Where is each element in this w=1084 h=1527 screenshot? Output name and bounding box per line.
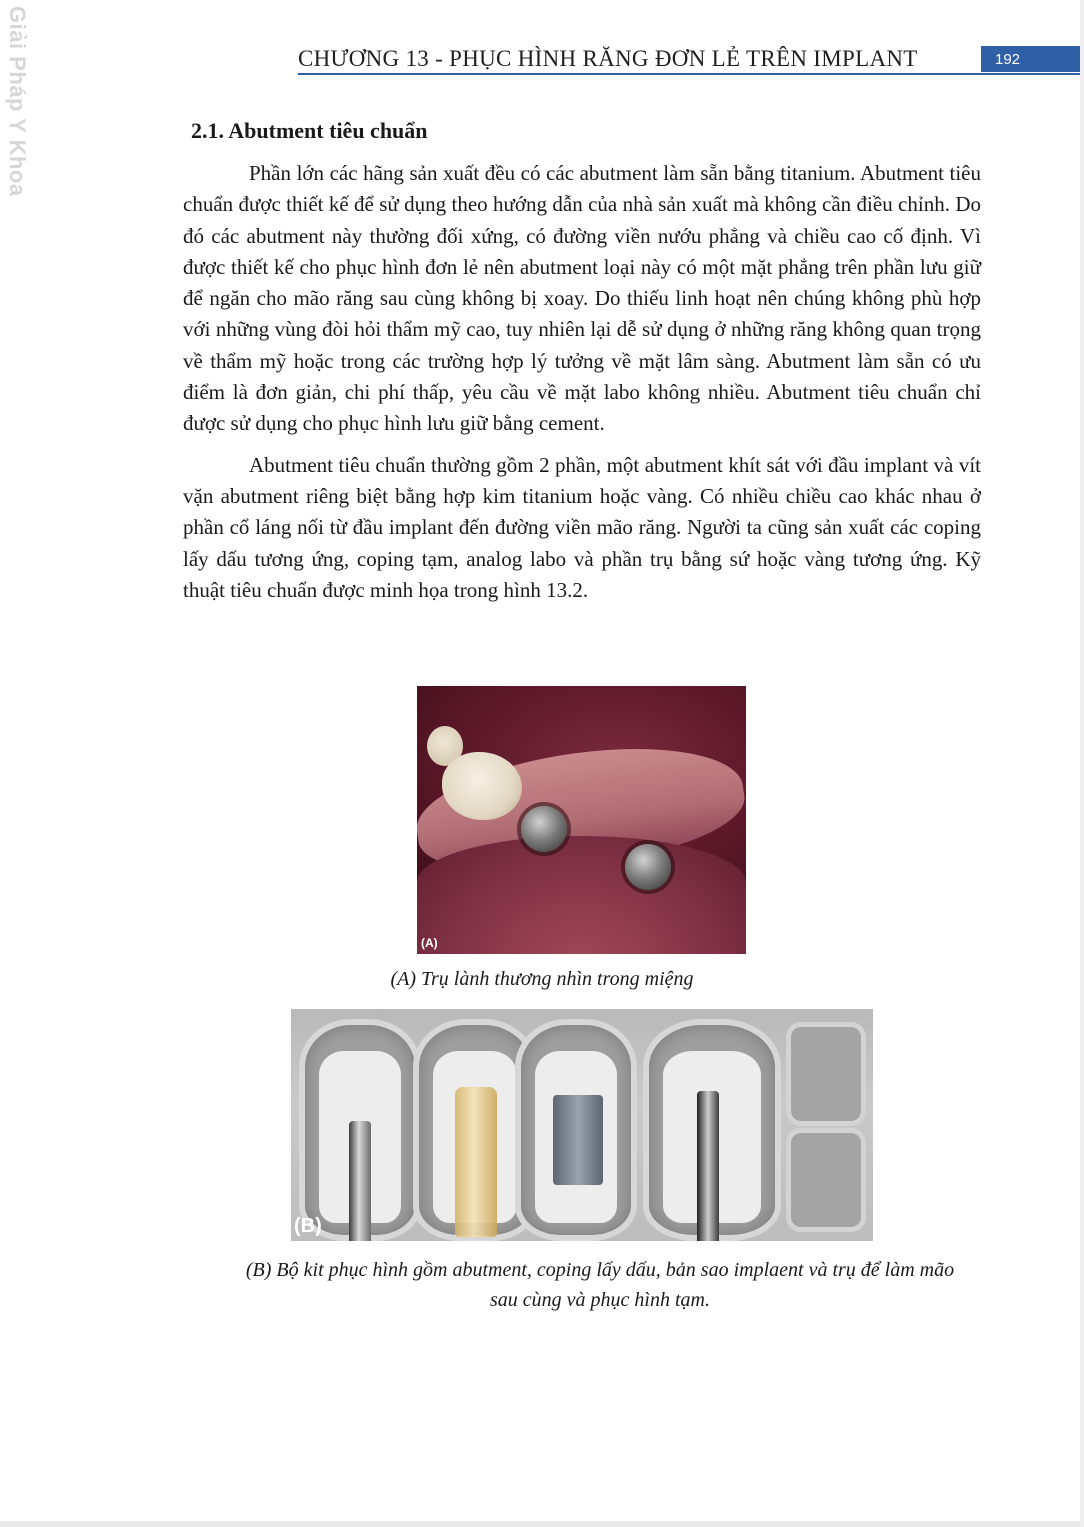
healing-abutment-shape bbox=[521, 806, 567, 852]
section-heading: 2.1. Abutment tiêu chuẩn bbox=[191, 118, 428, 143]
figure-b-label: (B) bbox=[294, 1215, 322, 1237]
abutment-shape bbox=[349, 1121, 371, 1241]
watermark-text: Giải Pháp Y Khoa bbox=[5, 6, 30, 197]
right-edge bbox=[1080, 0, 1084, 1527]
kit-slot bbox=[649, 1025, 775, 1235]
figure-a-label: (A) bbox=[421, 936, 438, 950]
impression-coping-shape bbox=[455, 1087, 497, 1237]
kit-square-slot bbox=[791, 1133, 861, 1227]
paragraph: Abutment tiêu chuẩn thường gồm 2 phần, một abutment khít sát với đầu implant và vít vặn abutment riêng biệt bằng hợp kim titanium hoặc vàng. Có nhiều chiều cao khác nhau ở phần cổ láng nối từ đầu implant đến đường viền mão răng. Người ta cũng sản xuất các coping lấy dấu tương ứng, coping tạm, analog labo và phần trụ bằng sứ hoặc vàng tương ứng. Kỹ thuật tiêu chuẩn được minh họa trong hình 13.2. bbox=[183, 452, 981, 602]
figure-b-caption: (B) Bộ kit phục hình gồm abutment, coping lấy dấu, bản sao implaent và trụ để làm mão sau cùng và phục hình tạm. bbox=[245, 1259, 955, 1311]
page-number-badge: 192 bbox=[981, 46, 1084, 72]
tooth-shape bbox=[442, 752, 522, 820]
kit-slot bbox=[419, 1025, 531, 1235]
paragraph: Phần lớn các hãng sản xuất đều có các abutment làm sẵn bằng titanium. Abutment tiêu chuẩn được thiết kế để sử dụng theo hướng dẫn của nhà sản xuất mà không cần điều chỉnh. Do đó các abutment này thường đối xứng, có đường viền nướu phẳng và chiều cao cố định. Vì được thiết kế cho phục hình đơn lẻ nên abutment loại này có một mặt phẳng trên phần lưu giữ để ngăn cho mão răng sau cùng không bị xoay. Do thiếu linh hoạt nên chúng không phù hợp với những vùng đòi hỏi thẩm mỹ cao, tuy nhiên lại dễ sử dụng ở những răng không quan trọng về thẩm mỹ hoặc trong các trường hợp lý tưởng về mặt lâm sàng. Abutment làm sẵn có ưu điểm là đơn giản, chi phí thấp, yêu cầu về mặt labo không nhiều. Abutment tiêu chuẩn chỉ được sử dụng cho phục hình lưu giữ bằng cement. bbox=[183, 161, 981, 436]
kit-slot bbox=[521, 1025, 631, 1235]
bottom-edge bbox=[0, 1521, 1084, 1527]
kit-square-slot bbox=[791, 1027, 861, 1121]
side-watermark bbox=[0, 0, 34, 200]
section-content bbox=[183, 118, 981, 616]
post-shape bbox=[697, 1091, 719, 1241]
figure-a-caption: (A) Trụ lành thương nhìn trong miệng bbox=[390, 968, 694, 990]
healing-abutment-shape bbox=[625, 844, 671, 890]
page-header bbox=[298, 42, 1084, 76]
figure-b-kit-photo bbox=[291, 1009, 873, 1241]
analog-shape bbox=[553, 1095, 603, 1185]
chapter-title: CHƯƠNG 13 - PHỤC HÌNH RĂNG ĐƠN LẺ TRÊN IMPLANT bbox=[298, 46, 918, 71]
kit-slot bbox=[305, 1025, 415, 1235]
header-rule bbox=[298, 73, 1083, 75]
tongue-shape bbox=[417, 836, 746, 954]
figure-a-intraoral-photo bbox=[417, 686, 746, 954]
